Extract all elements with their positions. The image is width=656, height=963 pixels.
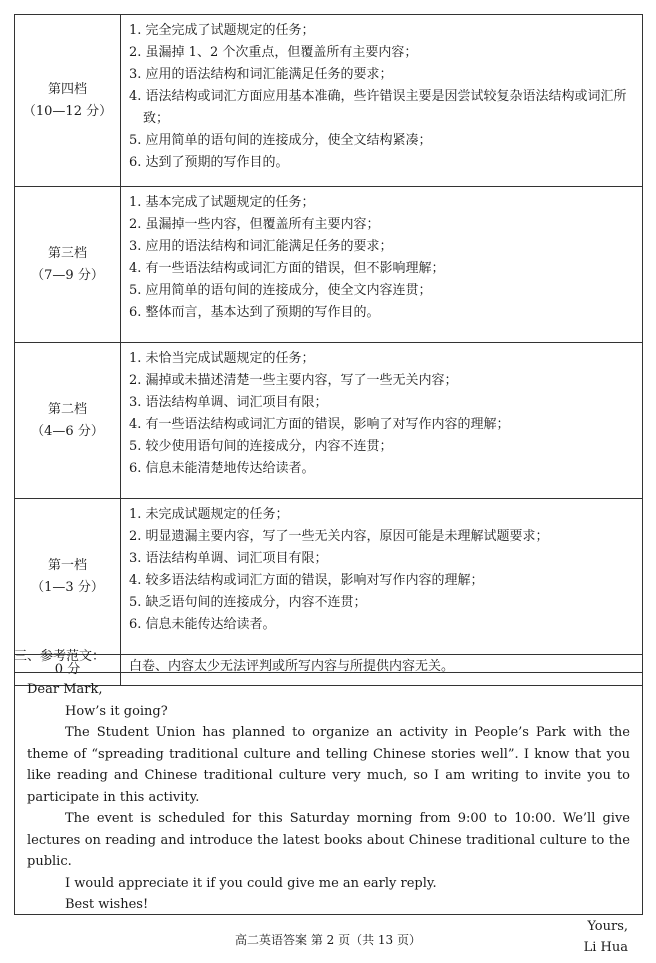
criterion: 2. 漏掉或未描述清楚一些主要内容，写了一些无关内容；: [129, 373, 458, 388]
tier-name: 第三档: [47, 245, 87, 261]
criterion: 1. 基本完成了试题规定的任务；: [129, 195, 315, 210]
rubric-row-tier-3: [15, 187, 643, 343]
criterion: 4. 有一些语法结构或词汇方面的错误，但不影响理解；: [129, 261, 445, 276]
letter-salutation: Dear Mark,: [27, 682, 103, 697]
scoring-rubric-table: [14, 14, 643, 686]
zero-score-criteria: 白卷、内容太少无法评判或所写内容与所提供内容无关。: [121, 655, 643, 686]
criterion: 5. 应用简单的语句间的连接成分，使全文内容连贯；: [129, 283, 432, 298]
tier-score-range: （1—3 分）: [31, 579, 104, 595]
letter-paragraph-3: I would appreciate it if you could give me an early reply.: [65, 875, 437, 891]
rubric-row-tier-2: [15, 343, 643, 499]
criterion: 2. 明显遗漏主要内容，写了一些无关内容，原因可能是未理解试题要求；: [129, 529, 549, 544]
tier-score-range: （10—12 分）: [22, 103, 113, 119]
criterion: 6. 达到了预期的写作目的。: [129, 155, 289, 170]
tier-name: 第一档: [47, 557, 87, 573]
letter-sign-off: Yours,: [587, 918, 628, 934]
rubric-row-tier-4: [15, 15, 643, 187]
criterion: 3. 应用的语法结构和词汇能满足任务的要求；: [129, 67, 393, 82]
letter-signature: Li Hua: [583, 940, 628, 955]
letter-closing: Best wishes!: [65, 897, 149, 912]
criterion: 6. 信息未能清楚地传达给读者。: [129, 461, 315, 476]
criterion: 2. 虽漏掉 1、2 个次重点，但覆盖所有主要内容；: [129, 45, 418, 60]
tier-criteria: [121, 187, 643, 343]
criterion: 5. 较少使用语句间的连接成分，内容不连贯；: [129, 439, 393, 454]
letter-greeting: How’s it going?: [65, 703, 168, 719]
criterion: 6. 信息未能传达给读者。: [129, 617, 276, 632]
tier-label: [15, 15, 121, 187]
page-footer: 高二英语答案 第 2 页（共 13 页）: [235, 933, 421, 947]
criterion: 3. 应用的语法结构和词汇能满足任务的要求；: [129, 239, 393, 254]
criterion: 6. 整体而言，基本达到了预期的写作目的。: [129, 305, 380, 320]
tier-label: [15, 343, 121, 499]
criterion: 2. 虽漏掉一些内容，但覆盖所有主要内容；: [129, 217, 380, 232]
tier-score-range: （4—6 分）: [31, 423, 104, 439]
letter-paragraph-1: The Student Union has planned to organize an activity in People’s Park with the theme of “spreading traditional culture and telling Chinese stories well”. I know that you like reading and Chinese traditional culture very much, so I am writing to invite you to participate in this activity.: [27, 725, 630, 805]
tier-score-range: （7—9 分）: [31, 267, 104, 283]
tier-criteria: [121, 15, 643, 187]
rubric-row-tier-1: [15, 499, 643, 655]
section-title-sample-essay: 三、参考范文：: [14, 649, 106, 664]
tier-criteria: [121, 499, 643, 655]
criterion: 3. 语法结构单调、词汇项目有限；: [129, 395, 328, 410]
tier-label: [15, 499, 121, 655]
zero-score-label: 0 分: [15, 655, 121, 686]
criterion: 1. 未完成试题规定的任务；: [129, 507, 289, 522]
criterion: 4. 有一些语法结构或词汇方面的错误，影响了对写作内容的理解；: [129, 417, 510, 432]
tier-name: 第二档: [47, 401, 87, 417]
criterion: 4. 语法结构或词汇方面应用基本准确，些许错误主要是因尝试较复杂语法结构或词汇所致；: [129, 89, 627, 126]
tier-label: [15, 187, 121, 343]
criterion: 1. 完全完成了试题规定的任务；: [129, 23, 315, 38]
letter-paragraph-2: The event is scheduled for this Saturday morning from 9:00 to 10:00. We’ll give lectures on reading and introduce the latest books about Chinese traditional culture to the public.: [27, 811, 630, 869]
criterion: 5. 缺乏语句间的连接成分，内容不连贯；: [129, 595, 367, 610]
criterion: 4. 较多语法结构或词汇方面的错误，影响对写作内容的理解；: [129, 573, 484, 588]
criterion: 3. 语法结构单调、词汇项目有限；: [129, 551, 328, 566]
criterion: 5. 应用简单的语句间的连接成分，使全文结构紧凑；: [129, 133, 432, 148]
criterion: 1. 未恰当完成试题规定的任务；: [129, 351, 315, 366]
tier-criteria: [121, 343, 643, 499]
tier-name: 第四档: [47, 81, 87, 97]
